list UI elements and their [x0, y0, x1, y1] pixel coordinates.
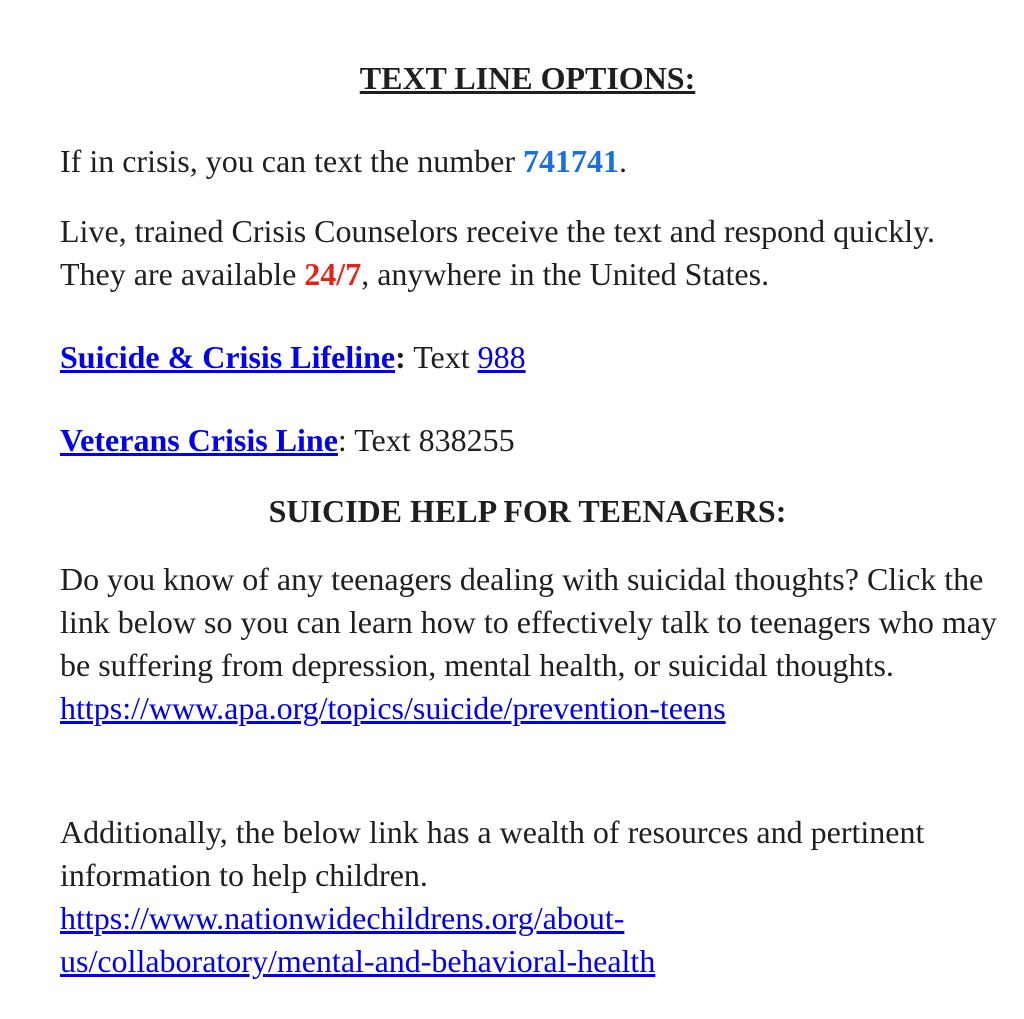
availability-highlight: 24/7 [304, 256, 362, 292]
counselors-suffix: , anywhere in the United States. [361, 256, 770, 292]
crisis-text-number: 741741 [522, 143, 619, 179]
resources-paragraph-text: Additionally, the below link has a wealth of resources and pertinent information to help children. [60, 814, 925, 893]
teen-help-heading: SUICIDE HELP FOR TEENAGERS: [268, 493, 787, 529]
text-line-options-heading: TEXT LINE OPTIONS: [359, 60, 696, 96]
teens-paragraph-text: Do you know of any teenagers dealing with suicidal thoughts? Click the link below so you can learn how to effectively talk to teenagers who may be suffering from depression, mental health, or suicidal thoughts. [60, 561, 997, 683]
lifeline-number-link[interactable]: 988 [477, 339, 526, 375]
lifeline-line [60, 336, 1000, 379]
veterans-line [60, 419, 1000, 462]
nationwide-link-line2: us/collaboratory/mental-and-behavioral-health [60, 943, 656, 979]
lifeline-colon: : [395, 339, 406, 375]
crisis-text-paragraph [60, 140, 1000, 183]
apa-teen-prevention-link[interactable]: https://www.apa.org/topics/suicide/prevention-teens [60, 690, 726, 726]
resources-paragraph [60, 811, 1000, 983]
veterans-crisis-line-link[interactable]: Veterans Crisis Line [60, 422, 338, 458]
crisis-text-suffix: . [618, 143, 627, 179]
counselors-paragraph [60, 210, 1000, 296]
nationwide-childrens-link[interactable] [60, 900, 655, 979]
crisis-text-prefix: If in crisis, you can text the number [60, 143, 523, 179]
lifeline-text: Text [405, 339, 478, 375]
veterans-text: : Text 838255 [337, 422, 515, 458]
teens-paragraph [60, 558, 1000, 730]
counselors-prefix: Live, trained Crisis Counselors receive the text and respond quickly. They are available [60, 213, 936, 292]
suicide-crisis-lifeline-link[interactable]: Suicide & Crisis Lifeline [60, 339, 396, 375]
nationwide-link-line1: https://www.nationwidechildrens.org/about- [60, 900, 625, 936]
